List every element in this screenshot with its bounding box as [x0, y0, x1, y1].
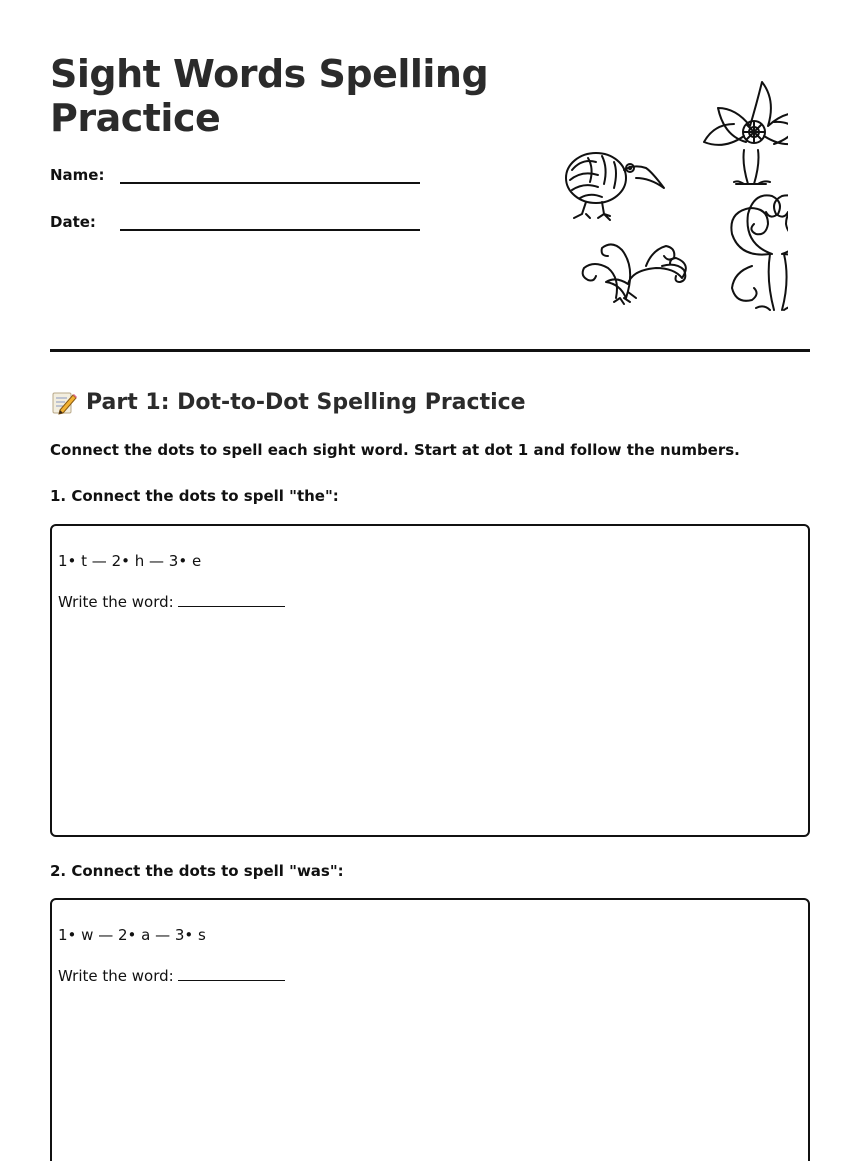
name-field	[50, 166, 430, 196]
worksheet-header	[50, 52, 810, 342]
question-2-dots: 1• w — 2• a — 3• s	[58, 926, 206, 944]
write-word-label: Write the word:	[58, 593, 174, 611]
pencil-memo-icon	[50, 388, 78, 416]
name-label: Name:	[50, 166, 105, 184]
instructions: Connect the dots to spell each sight word. Start at dot 1 and follow the numbers.	[50, 441, 740, 459]
answer-blank[interactable]	[178, 969, 285, 981]
koru-plant-icon	[583, 244, 686, 304]
illustrations	[558, 70, 788, 315]
question-2-write	[58, 967, 285, 985]
date-label: Date:	[50, 213, 96, 231]
write-word-label: Write the word:	[58, 967, 174, 985]
fern-tree-icon	[704, 82, 788, 184]
header-divider	[50, 349, 810, 352]
question-2-box[interactable]	[50, 898, 810, 1161]
date-line	[120, 229, 420, 231]
name-line	[120, 182, 420, 184]
kiwi-bird-icon	[566, 153, 664, 220]
part1-heading-text: Part 1: Dot-to-Dot Spelling Practice	[86, 389, 526, 415]
question-1-label: 1. Connect the dots to spell "the":	[50, 487, 339, 505]
worksheet-title: Sight Words Spelling Practice	[50, 52, 489, 140]
part1-heading	[50, 388, 526, 416]
date-field	[50, 213, 430, 243]
question-2-label: 2. Connect the dots to spell "was":	[50, 862, 344, 880]
question-1-dots: 1• t — 2• h — 3• e	[58, 552, 202, 570]
answer-blank[interactable]	[178, 595, 285, 607]
question-1-write	[58, 593, 285, 611]
question-1-box[interactable]	[50, 524, 810, 837]
spiral-tree-icon	[731, 195, 788, 310]
